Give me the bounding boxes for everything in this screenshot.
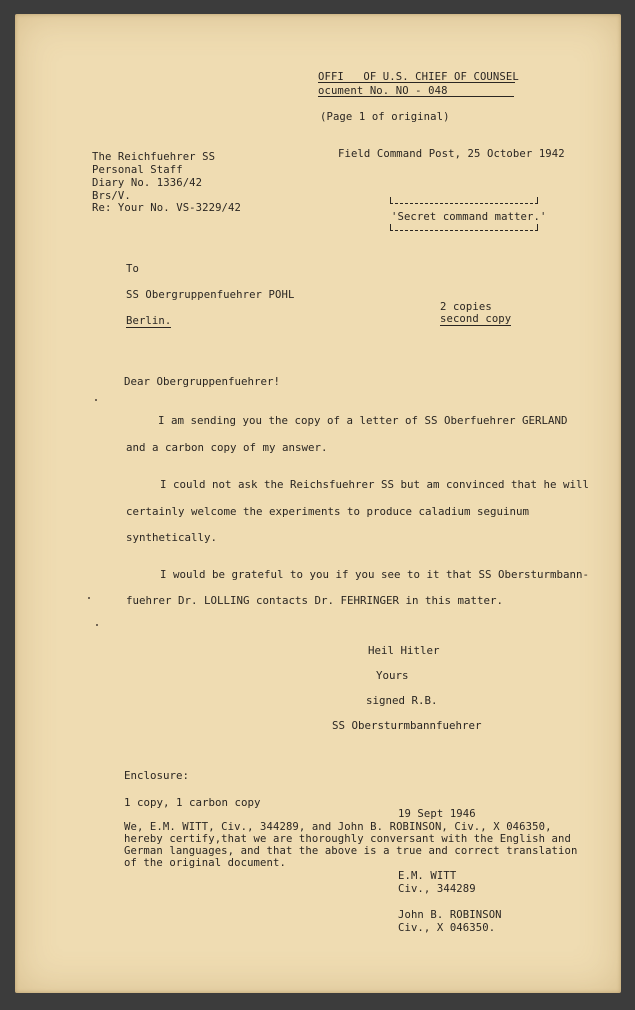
enclosure-label: Enclosure:: [124, 769, 190, 782]
secret-box-left-tick: [390, 197, 391, 203]
salutation: Dear Obergruppenfuehrer!: [124, 375, 281, 388]
page-indicator: (Page 1 of original): [320, 111, 450, 123]
copies-count: 2 copies: [440, 301, 492, 313]
secret-box-bottom-rule: [390, 230, 538, 231]
sender-line-5: Re: Your No. VS-3229/42: [92, 202, 241, 214]
body-paragraph-1-line-1: I am sending you the copy of a letter of SS Oberfuehrer GERLAND: [158, 414, 568, 427]
body-paragraph-2-line-3: synthetically.: [126, 531, 218, 544]
signer-1-id: Civ., 344289: [398, 883, 476, 895]
body-paragraph-1-line-2: and a carbon copy of my answer.: [126, 441, 328, 454]
certification-line-2: hereby certify,that we are thoroughly conversant with the English and: [124, 833, 571, 845]
document-number-rule: [318, 96, 514, 97]
closing-yours: Yours: [376, 669, 409, 682]
sender-line-3: Diary No. 1336/42: [92, 177, 203, 189]
secret-box-left-tick-bottom: [390, 224, 391, 230]
office-heading: OFFI OF U.S. CHIEF OF COUNSEL: [318, 71, 519, 83]
sender-line-1: The Reichfuehrer SS: [92, 151, 216, 163]
stray-mark: [88, 597, 90, 599]
copies-which: second copy: [440, 313, 512, 325]
certification-line-4: of the original document.: [124, 857, 286, 869]
body-paragraph-3-line-2: fuehrer Dr. LOLLING contacts Dr. FEHRINGER in this matter.: [126, 594, 504, 607]
signer-1-name: E.M. WITT: [398, 870, 457, 882]
secret-box-top-rule: [390, 203, 538, 204]
body-paragraph-2-line-2: certainly welcome the experiments to produce caladium seguinum: [126, 505, 530, 518]
office-heading-rule: [318, 82, 515, 83]
signer-2-name: John B. ROBINSON: [398, 909, 502, 921]
closing-signed: signed R.B.: [366, 694, 438, 707]
certification-date: 19 Sept 1946: [398, 808, 476, 820]
stray-mark: [95, 399, 97, 401]
secret-box-right-tick-bottom: [537, 224, 538, 230]
recipient-city: Berlin.: [126, 315, 172, 327]
place-and-date: Field Command Post, 25 October 1942: [338, 148, 565, 160]
body-paragraph-2-line-1: I could not ask the Reichsfuehrer SS but am convinced that he will: [160, 478, 590, 491]
recipient-to: To: [126, 263, 139, 275]
body-paragraph-3-line-1: I would be grateful to you if you see to it that SS Obersturmbann-: [160, 568, 590, 581]
enclosure-items: 1 copy, 1 carbon copy: [124, 796, 261, 809]
secret-classification: 'Secret command matter.': [391, 211, 547, 223]
certification-line-3: German languages, and that the above is a true and correct translation: [124, 845, 578, 857]
sender-line-4: Brs/V.: [92, 190, 131, 202]
stray-mark: [96, 624, 98, 626]
sender-line-2: Personal Staff: [92, 164, 183, 176]
closing-rank: SS Obersturmbannfuehrer: [332, 719, 482, 732]
signer-2-id: Civ., X 046350.: [398, 922, 496, 934]
closing-heil: Heil Hitler: [368, 644, 440, 657]
secret-box-right-tick: [537, 197, 538, 203]
recipient-name: SS Obergruppenfuehrer POHL: [126, 289, 295, 301]
document-number: ocument No. NO - 048: [318, 85, 448, 97]
certification-line-1: We, E.M. WITT, Civ., 344289, and John B. ROBINSON, Civ., X 046350,: [124, 821, 552, 833]
